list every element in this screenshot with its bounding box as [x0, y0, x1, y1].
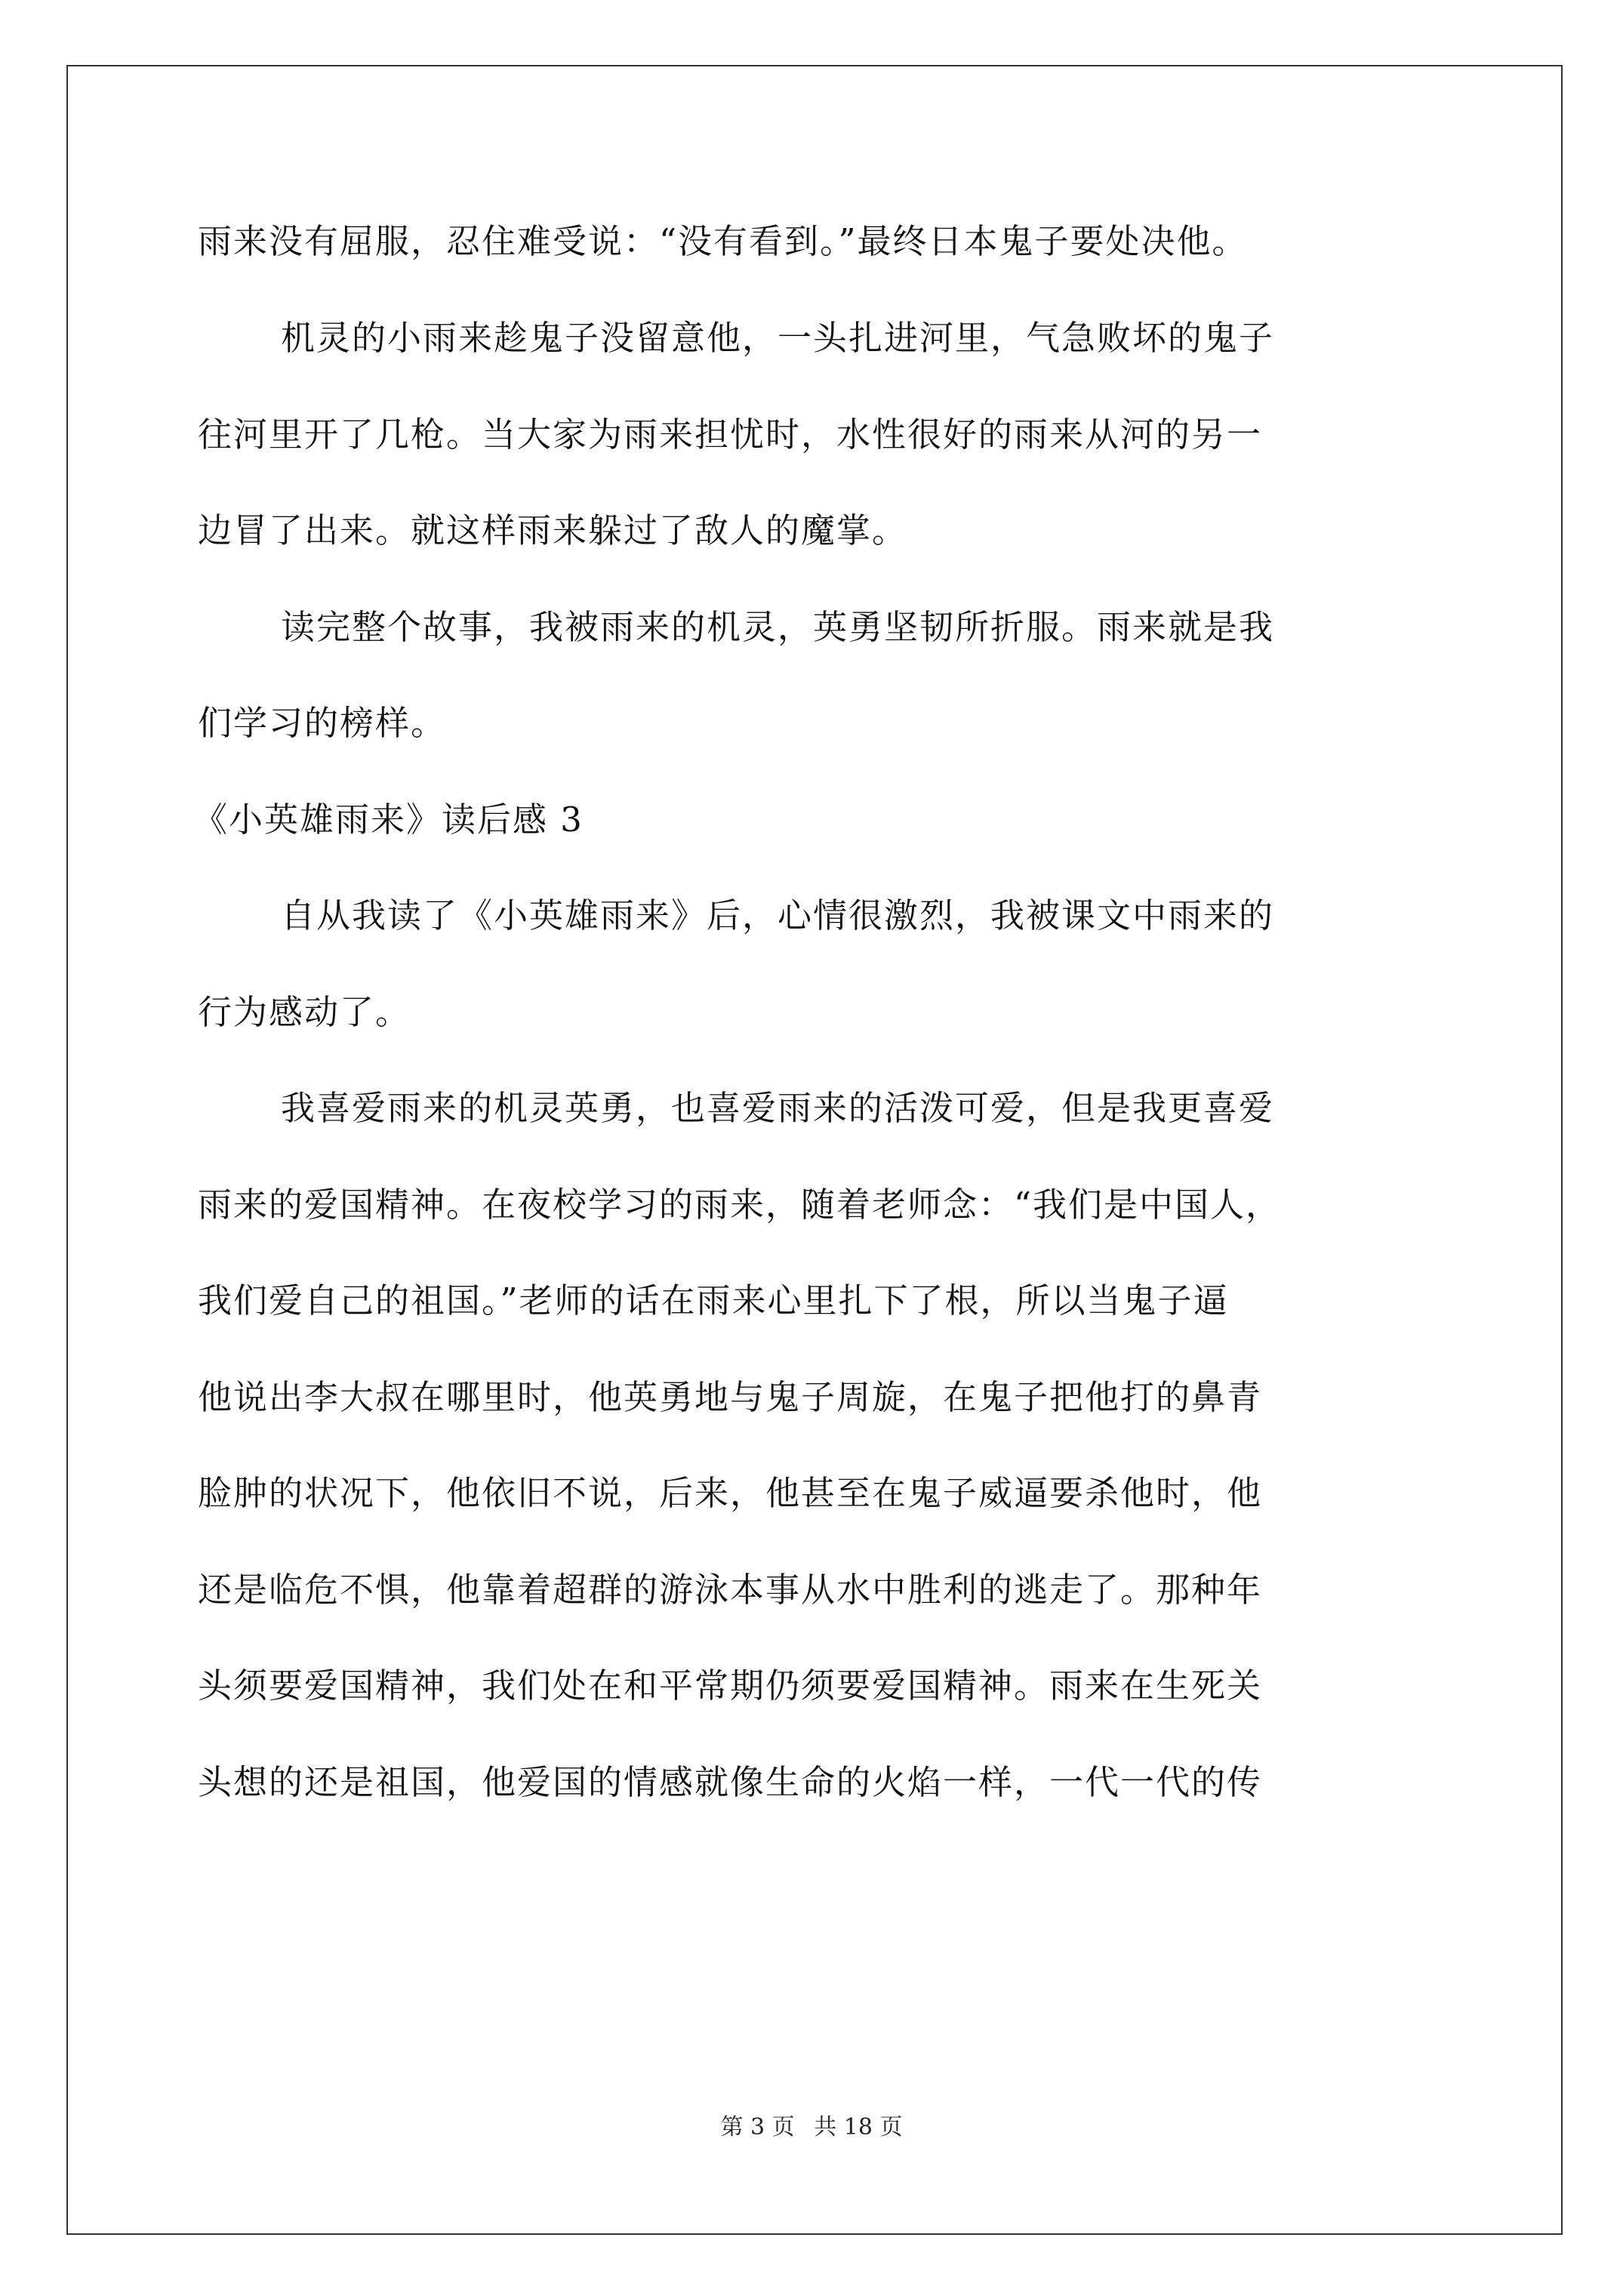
paragraph-start-line: 我喜爱雨来的机灵英勇，也喜爱雨来的活泼可爱，但是我更喜爱: [281, 1088, 1275, 1128]
page-footer: [0, 2113, 1623, 2143]
text-line: 头须要爱国精神，我们处在和平常期仍须要爱国精神。雨来在生死关: [198, 1666, 1263, 1706]
page-total: 共 18 页: [814, 2114, 903, 2140]
text-line: 行为感动了。: [198, 992, 411, 1032]
text-line: 边冒了出来。就这样雨来躲过了敌人的魔掌。: [198, 510, 908, 550]
text-line: 还是临危不惧，他靠着超群的游泳本事从水中胜利的逃走了。那种年: [198, 1570, 1263, 1610]
page-number: 第 3 页: [720, 2114, 795, 2140]
paragraph-start-line: 自从我读了《小英雄雨来》后，心情很激烈，我被课文中雨来的: [281, 895, 1275, 935]
text-line: 们学习的榜样。: [198, 703, 447, 743]
text-line: 雨来没有屈服，忍住难受说：“没有看到。”最终日本鬼子要处决他。: [198, 221, 1248, 261]
text-line: 脸肿的状况下，他依旧不说，后来，他甚至在鬼子威逼要杀他时，他: [198, 1473, 1263, 1513]
paragraph-start-line: 机灵的小雨来趁鬼子没留意他，一头扎进河里，气急败坏的鬼子: [281, 318, 1275, 358]
section-heading: 《小英雄雨来》读后感 3: [193, 800, 584, 840]
text-line: 我们爱自己的祖国。”老师的话在雨来心里扎下了根，所以当鬼子逼: [198, 1281, 1229, 1321]
text-line: 他说出李大叔在哪里时，他英勇地与鬼子周旋，在鬼子把他打的鼻青: [198, 1377, 1263, 1417]
text-line: 头想的还是祖国，他爱国的情感就像生命的火焰一样，一代一代的传: [198, 1762, 1263, 1802]
text-line: 雨来的爱国精神。在夜校学习的雨来，随着老师念：“我们是中国人，: [198, 1185, 1282, 1225]
text-line: 往河里开了几枪。当大家为雨来担忧时，水性很好的雨来从河的另一: [198, 415, 1263, 455]
paragraph-start-line: 读完整个故事，我被雨来的机灵，英勇坚韧所折服。雨来就是我: [281, 607, 1275, 647]
page-border: [66, 65, 1563, 2235]
